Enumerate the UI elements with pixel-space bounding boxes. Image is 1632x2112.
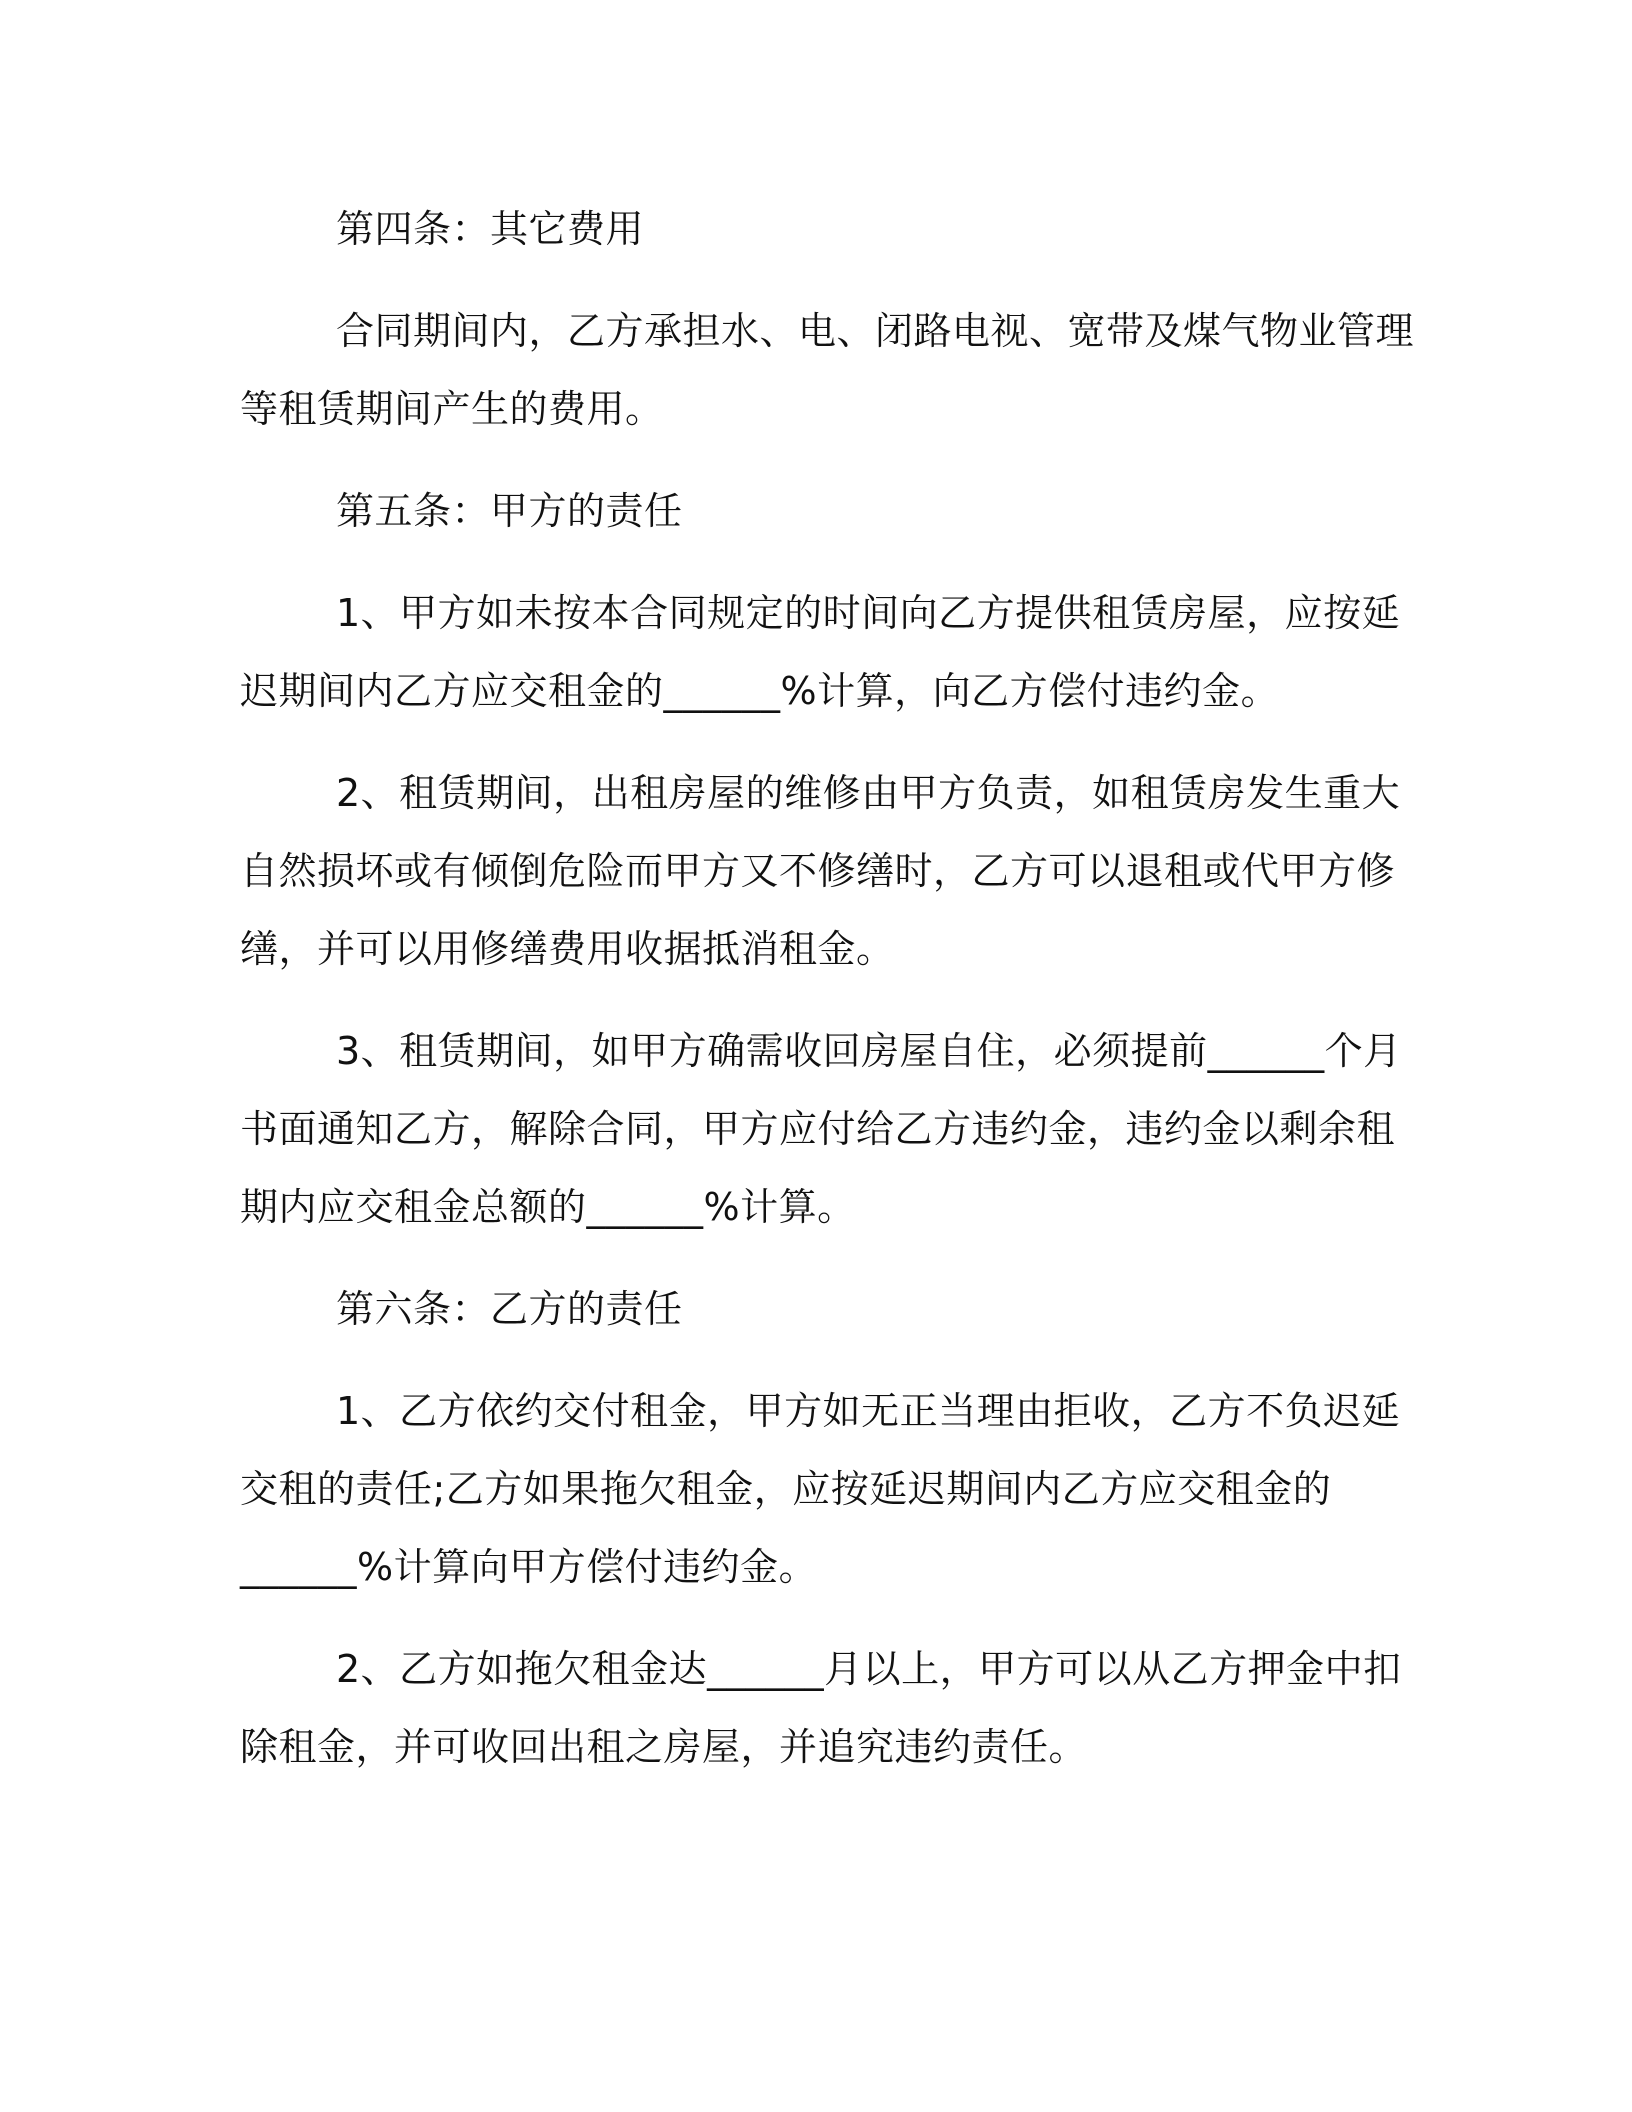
paragraph-line: 1、乙方依约交付租金，甲方如无正当理由拒收，乙方不负迟延 <box>336 1389 1401 1433</box>
paragraph-line: 自然损坏或有倾倒危险而甲方又不修缮时，乙方可以退租或代甲方修 <box>240 849 1396 893</box>
section-4-paragraph-1 <box>240 292 1415 448</box>
paragraph-line: 2、乙方如拖欠租金达______月以上，甲方可以从乙方押金中扣 <box>336 1647 1402 1691</box>
paragraph-line: 期内应交租金总额的______%计算。 <box>240 1185 856 1229</box>
paragraph-line: 3、租赁期间，如甲方确需收回房屋自住，必须提前______个月 <box>336 1029 1402 1073</box>
section-4-heading <box>240 190 1370 268</box>
paragraph-line: 缮，并可以用修缮费用收据抵消租金。 <box>240 927 895 971</box>
document-page <box>240 190 1415 1810</box>
paragraph-line: 合同期间内，乙方承担水、电、闭路电视、宽带及煤气物业管理 <box>336 309 1415 353</box>
section-5-heading <box>240 472 1370 550</box>
paragraph-line: 除租金，并可收回出租之房屋，并追究违约责任。 <box>240 1725 1088 1769</box>
section-6-paragraph-1 <box>240 1372 1401 1606</box>
paragraph-line: 1、甲方如未按本合同规定的时间向乙方提供租赁房屋，应按延 <box>336 591 1401 635</box>
paragraph-line: 等租赁期间产生的费用。 <box>240 387 664 431</box>
heading-text: 第五条：甲方的责任 <box>336 489 683 533</box>
section-5-paragraph-2 <box>240 754 1401 988</box>
paragraph-line: ______%计算向甲方偿付违约金。 <box>240 1545 818 1589</box>
section-5-paragraph-3 <box>240 1012 1402 1246</box>
heading-text: 第六条：乙方的责任 <box>336 1287 683 1331</box>
paragraph-line: 书面通知乙方，解除合同，甲方应付给乙方违约金，违约金以剩余租 <box>240 1107 1396 1151</box>
paragraph-line: 交租的责任;乙方如果拖欠租金，应按延迟期间内乙方应交租金的 <box>240 1467 1332 1511</box>
section-5-paragraph-1 <box>240 574 1401 730</box>
paragraph-line: 迟期间内乙方应交租金的______%计算，向乙方偿付违约金。 <box>240 669 1280 713</box>
paragraph-line: 2、租赁期间，出租房屋的维修由甲方负责，如租赁房发生重大 <box>336 771 1401 815</box>
section-6-paragraph-2 <box>240 1630 1402 1786</box>
heading-text: 第四条：其它费用 <box>336 207 645 251</box>
section-6-heading <box>240 1270 1370 1348</box>
